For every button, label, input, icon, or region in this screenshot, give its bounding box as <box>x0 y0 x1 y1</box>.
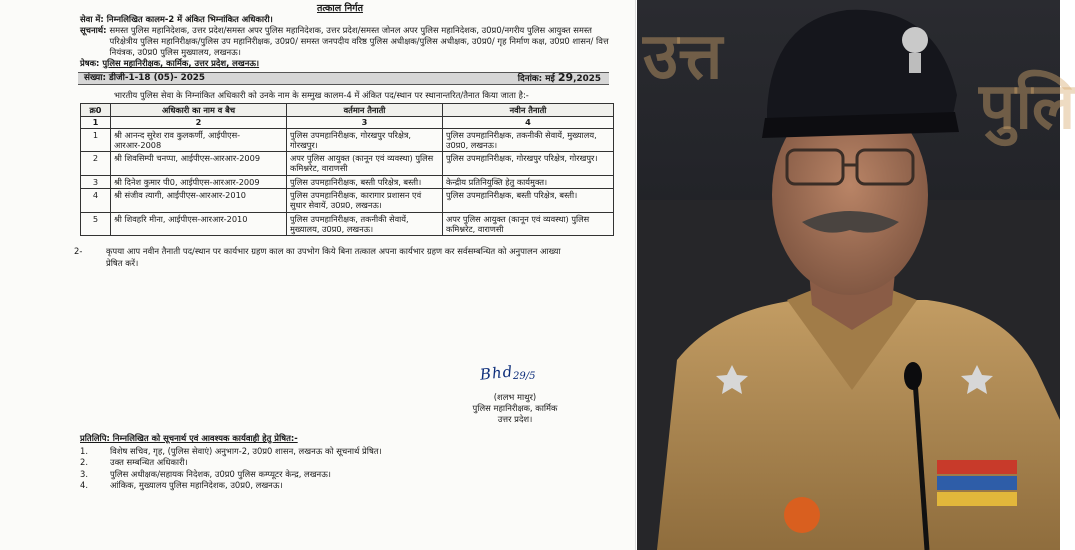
cell-current-posting: पुलिस उपमहानिरीक्षक, तकनीकी सेवायें, मुख्यालय, उ0प्र0, लखनऊ। <box>287 212 443 236</box>
reference-date: दिनांक: मई 29,2025 <box>517 71 601 84</box>
cell-new-posting: पुलिस उपमहानिरीक्षक, तकनीकी सेवायें, मुख्यालय, उ0प्र0, लखनऊ। <box>443 128 614 152</box>
cell-serial: 4 <box>81 189 111 213</box>
column-number-row: 1 2 3 4 <box>81 117 614 128</box>
table-row <box>81 212 614 236</box>
list-item-text: उक्त सम्बन्धित अधिकारी। <box>110 457 188 468</box>
cell-current-posting: अपर पुलिस आयुक्त (कानून एवं व्यवस्था) पुलिस कमिश्नरेट, वाराणसी <box>287 152 443 176</box>
cap-emblem-icon <box>902 27 928 53</box>
cell-officer: श्री आनन्द सुरेश राव कुलकर्णी, आईपीएस-आरआर-2008 <box>111 128 287 152</box>
copy-to-list <box>80 433 620 492</box>
address-value: पुलिस महानिरीक्षक, कार्मिक, उत्तर प्रदेश, लखनऊ। <box>102 58 260 68</box>
address-label: प्रेषक: <box>80 58 100 68</box>
document-title: तत्काल निर्गत <box>317 3 363 14</box>
officer-illustration <box>637 0 1060 550</box>
cell-officer: श्री संजीव त्यागी, आईपीएस-आरआर-2010 <box>111 189 287 213</box>
header-officer: अधिकारी का नाम व बैच <box>111 104 287 117</box>
date-day: 29 <box>557 71 574 84</box>
table-row <box>81 175 614 188</box>
address-row <box>80 25 617 58</box>
instruction-paragraph: 2- कृपया आप नवीन तैनाती पद/स्थान पर कार्यभार ग्रहण काल का उपभोग किये बिना तत्काल अपना कार्यभार ग्रहण कर सर्वसम्बन्धित को अनुपालन आख्या प्रेषित करें। <box>74 246 561 269</box>
list-item <box>80 457 620 469</box>
address-block <box>80 14 617 69</box>
list-item-text: विशेष सचिव, गृह, (पुलिस सेवाएं) अनुभाग-2, उ0प्र0 शासन, लखनऊ को सूचनार्थ प्रेषित। <box>110 445 382 456</box>
signatory-designation: पुलिस महानिरीक्षक, कार्मिक <box>472 403 558 413</box>
cell-officer: श्री शिवहरि मीना, आईपीएस-आरआर-2010 <box>111 212 287 236</box>
medal-ribbons-icon <box>937 460 1017 474</box>
signature-block <box>420 362 610 425</box>
list-item-number: 1. <box>80 445 88 456</box>
cell-current-posting: पुलिस उपमहानिरीक्षक, बस्ती परिक्षेत्र, बस्ती। <box>287 175 443 188</box>
cell-new-posting: केन्द्रीय प्रतिनियुक्ति हेतु कार्यमुक्त। <box>443 175 614 188</box>
address-row <box>80 14 617 25</box>
table-row <box>81 189 614 213</box>
copy-to-heading: प्रतिलिपि: निम्नलिखित को सूचनार्थ एवं आवश्यक कार्यवाही हेतु प्रेषित:- <box>80 433 298 443</box>
header-current-posting: वर्तमान तैनाती <box>287 104 443 117</box>
address-label: सेवा में: <box>80 14 104 24</box>
list-item <box>80 480 620 492</box>
officer-photo <box>637 0 1075 550</box>
address-value: निम्नलिखित कालम-2 में अंकित भिम्नांकित अधिकारी। <box>106 14 273 24</box>
cell-officer: श्री दिनेश कुमार पी0, आईपीएस-आरआर-2009 <box>111 175 287 188</box>
list-item-number: 3. <box>80 468 88 479</box>
cell-serial: 1 <box>81 128 111 152</box>
background-lettering: उत्त <box>643 19 723 94</box>
cell-new-posting: अपर पुलिस आयुक्त (कानून एवं व्यवस्था) पुलिस कमिश्नरेट, वाराणसी <box>443 212 614 236</box>
list-item <box>80 469 620 481</box>
cell-serial: 2 <box>81 152 111 176</box>
address-label: सूचनार्थ: <box>80 25 107 35</box>
intro-paragraph: भारतीय पुलिस सेवा के निम्नांकित अधिकारी को उनके नाम के सम्मुख कालम-4 में अंकित पद/स्थान पर स्थानान्तरित/तैनात किया जाता है:- <box>114 90 529 100</box>
header-serial: क्र0 <box>81 104 111 117</box>
list-item-number: 2. <box>80 457 88 468</box>
cell-serial: 3 <box>81 175 111 188</box>
address-value: समस्त पुलिस महानिदेशक, उत्तर प्रदेश/समस्त अपर पुलिस महानिदेशक, उत्तर प्रदेश/समस्त जोनल अपर पुलिस महानिदेशक, उ0प्र0/नगरीय पुलिस आयुक्त समस्त परिक्षेत्रीय पुलिस महानिरीक्षक/पुलिस उप महानिरीक्षक, उ0प्र0/ समस्त जनपदीय वरिष्ठ पुलिस अधीक्षक/पुलिस अधीक्षक, उ0प्र0/ गृह निर्माण कक्ष, उ0प्र0 शासन/ वित्त नियंत्रक, उ0प्र0 पुलिस मुख्यालय, लखनऊ। <box>109 25 609 57</box>
signatory-name: (शलभ माथुर) <box>493 392 537 402</box>
list-item-number: 4. <box>80 480 88 491</box>
cell-serial: 5 <box>81 212 111 236</box>
signature-mark: Bhd 29/5 <box>479 362 536 384</box>
cell-current-posting: पुलिस उपमहानिरीक्षक, गोरखपुर परिक्षेत्र, गोरखपुर। <box>287 128 443 152</box>
table-row <box>81 152 614 176</box>
cell-new-posting: पुलिस उपमहानिरीक्षक, बस्ती परिक्षेत्र, बस्ती। <box>443 189 614 213</box>
list-item-text: पुलिस अधीक्षक/सहायक निदेशक, उ0प्र0 पुलिस कम्प्यूटर केन्द्र, लखनऊ। <box>110 468 331 479</box>
cell-officer: श्री शिवसिम्पी चनप्पा, आईपीएस-आरआर-2009 <box>111 152 287 176</box>
signatory-state: उत्तर प्रदेश। <box>497 414 533 424</box>
list-item <box>80 446 620 458</box>
reference-bar <box>78 72 609 85</box>
badge-icon <box>784 497 820 533</box>
reference-number: संख्या: डीजी-1-18 (05)- 2025 <box>84 73 206 83</box>
cell-new-posting: पुलिस उपमहानिरीक्षक, गोरखपुर परिक्षेत्र, गोरखपुर। <box>443 152 614 176</box>
address-row <box>80 58 617 69</box>
cap-shape <box>767 10 957 125</box>
list-item-text: आंकिक, मुख्यालय पुलिस महानिदेशक, उ0प्र0, लखनऊ। <box>110 480 283 491</box>
table-row <box>81 128 614 152</box>
background-lettering: पुलि <box>979 69 1075 144</box>
table-header-row <box>81 104 614 117</box>
postings-table <box>80 103 614 236</box>
header-new-posting: नवीन तैनाती <box>443 104 614 117</box>
cell-current-posting: पुलिस उपमहानिरीक्षक, कारागार प्रशासन एवं सुधार सेवायें, उ0प्र0, लखनऊ। <box>287 189 443 213</box>
